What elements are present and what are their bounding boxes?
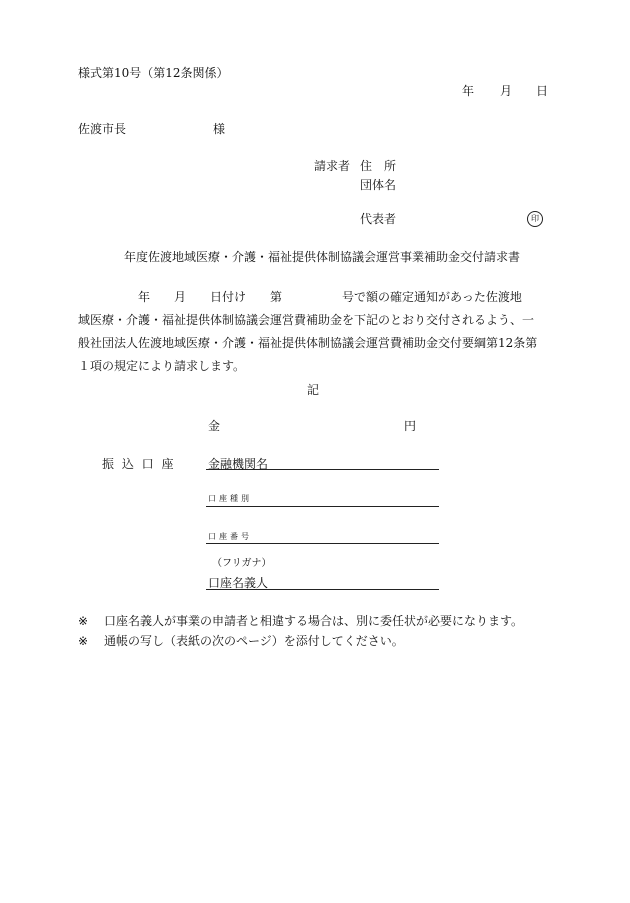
amount-unit: 円 [404,419,417,433]
representative-label: 代表者 [360,212,397,226]
ki-heading: 記 [307,383,320,397]
amount-label: 金 [208,419,221,433]
body-line-2: 域医療・介護・福祉提供体制協議会運営費補助金を下記のとおり交付されるよう、一 [78,313,535,327]
bank-name-label: 金融機関名 [208,457,269,471]
form-number: 様式第10号（第12条関係） [78,66,229,80]
account-type-label: 口座種別 [208,494,252,503]
addressee-name: 佐渡市長 [78,122,127,136]
org-name-label: 団体名 [360,178,397,192]
note-mark: ※ [78,634,89,648]
addressee-honorific: 様 [213,122,226,136]
body-paragraph [78,286,550,378]
date-year-label: 年 [462,84,475,98]
account-type-line [206,506,439,507]
account-number-line [206,543,439,544]
seal-mark: 印 [527,211,543,227]
address-label: 住 所 [360,159,397,173]
note-text: 通帳の写し（表紙の次のページ）を添付してください。 [104,634,404,648]
document-title: 年度佐渡地域医療・介護・福祉提供体制協議会運営事業補助金交付請求書 [124,250,521,264]
furigana-label: （フリガナ） [212,558,272,569]
date-month-label: 月 [500,84,513,98]
note-text: 口座名義人が事業の申請者と相違する場合は、別に委任状が必要になります。 [104,614,524,628]
note-mark: ※ [78,614,89,628]
transfer-account-label: 振 込 口 座 [102,457,176,471]
account-holder-line [206,589,439,590]
date-day-label: 日 [536,84,549,98]
bank-name-line [206,469,439,470]
requester-label: 請求者 [314,159,351,173]
account-holder-label: 口座名義人 [208,576,269,590]
body-line-3: 般社団法人佐渡地域医療・介護・福祉提供体制協議会運営費補助金交付要綱第12条第 [78,336,538,350]
body-line-4: １項の規定により請求します。 [78,359,246,373]
account-number-label: 口座番号 [208,532,252,541]
body-line-1: 年 月 日付け 第 号で額の確定通知があった佐渡地 [78,290,522,304]
